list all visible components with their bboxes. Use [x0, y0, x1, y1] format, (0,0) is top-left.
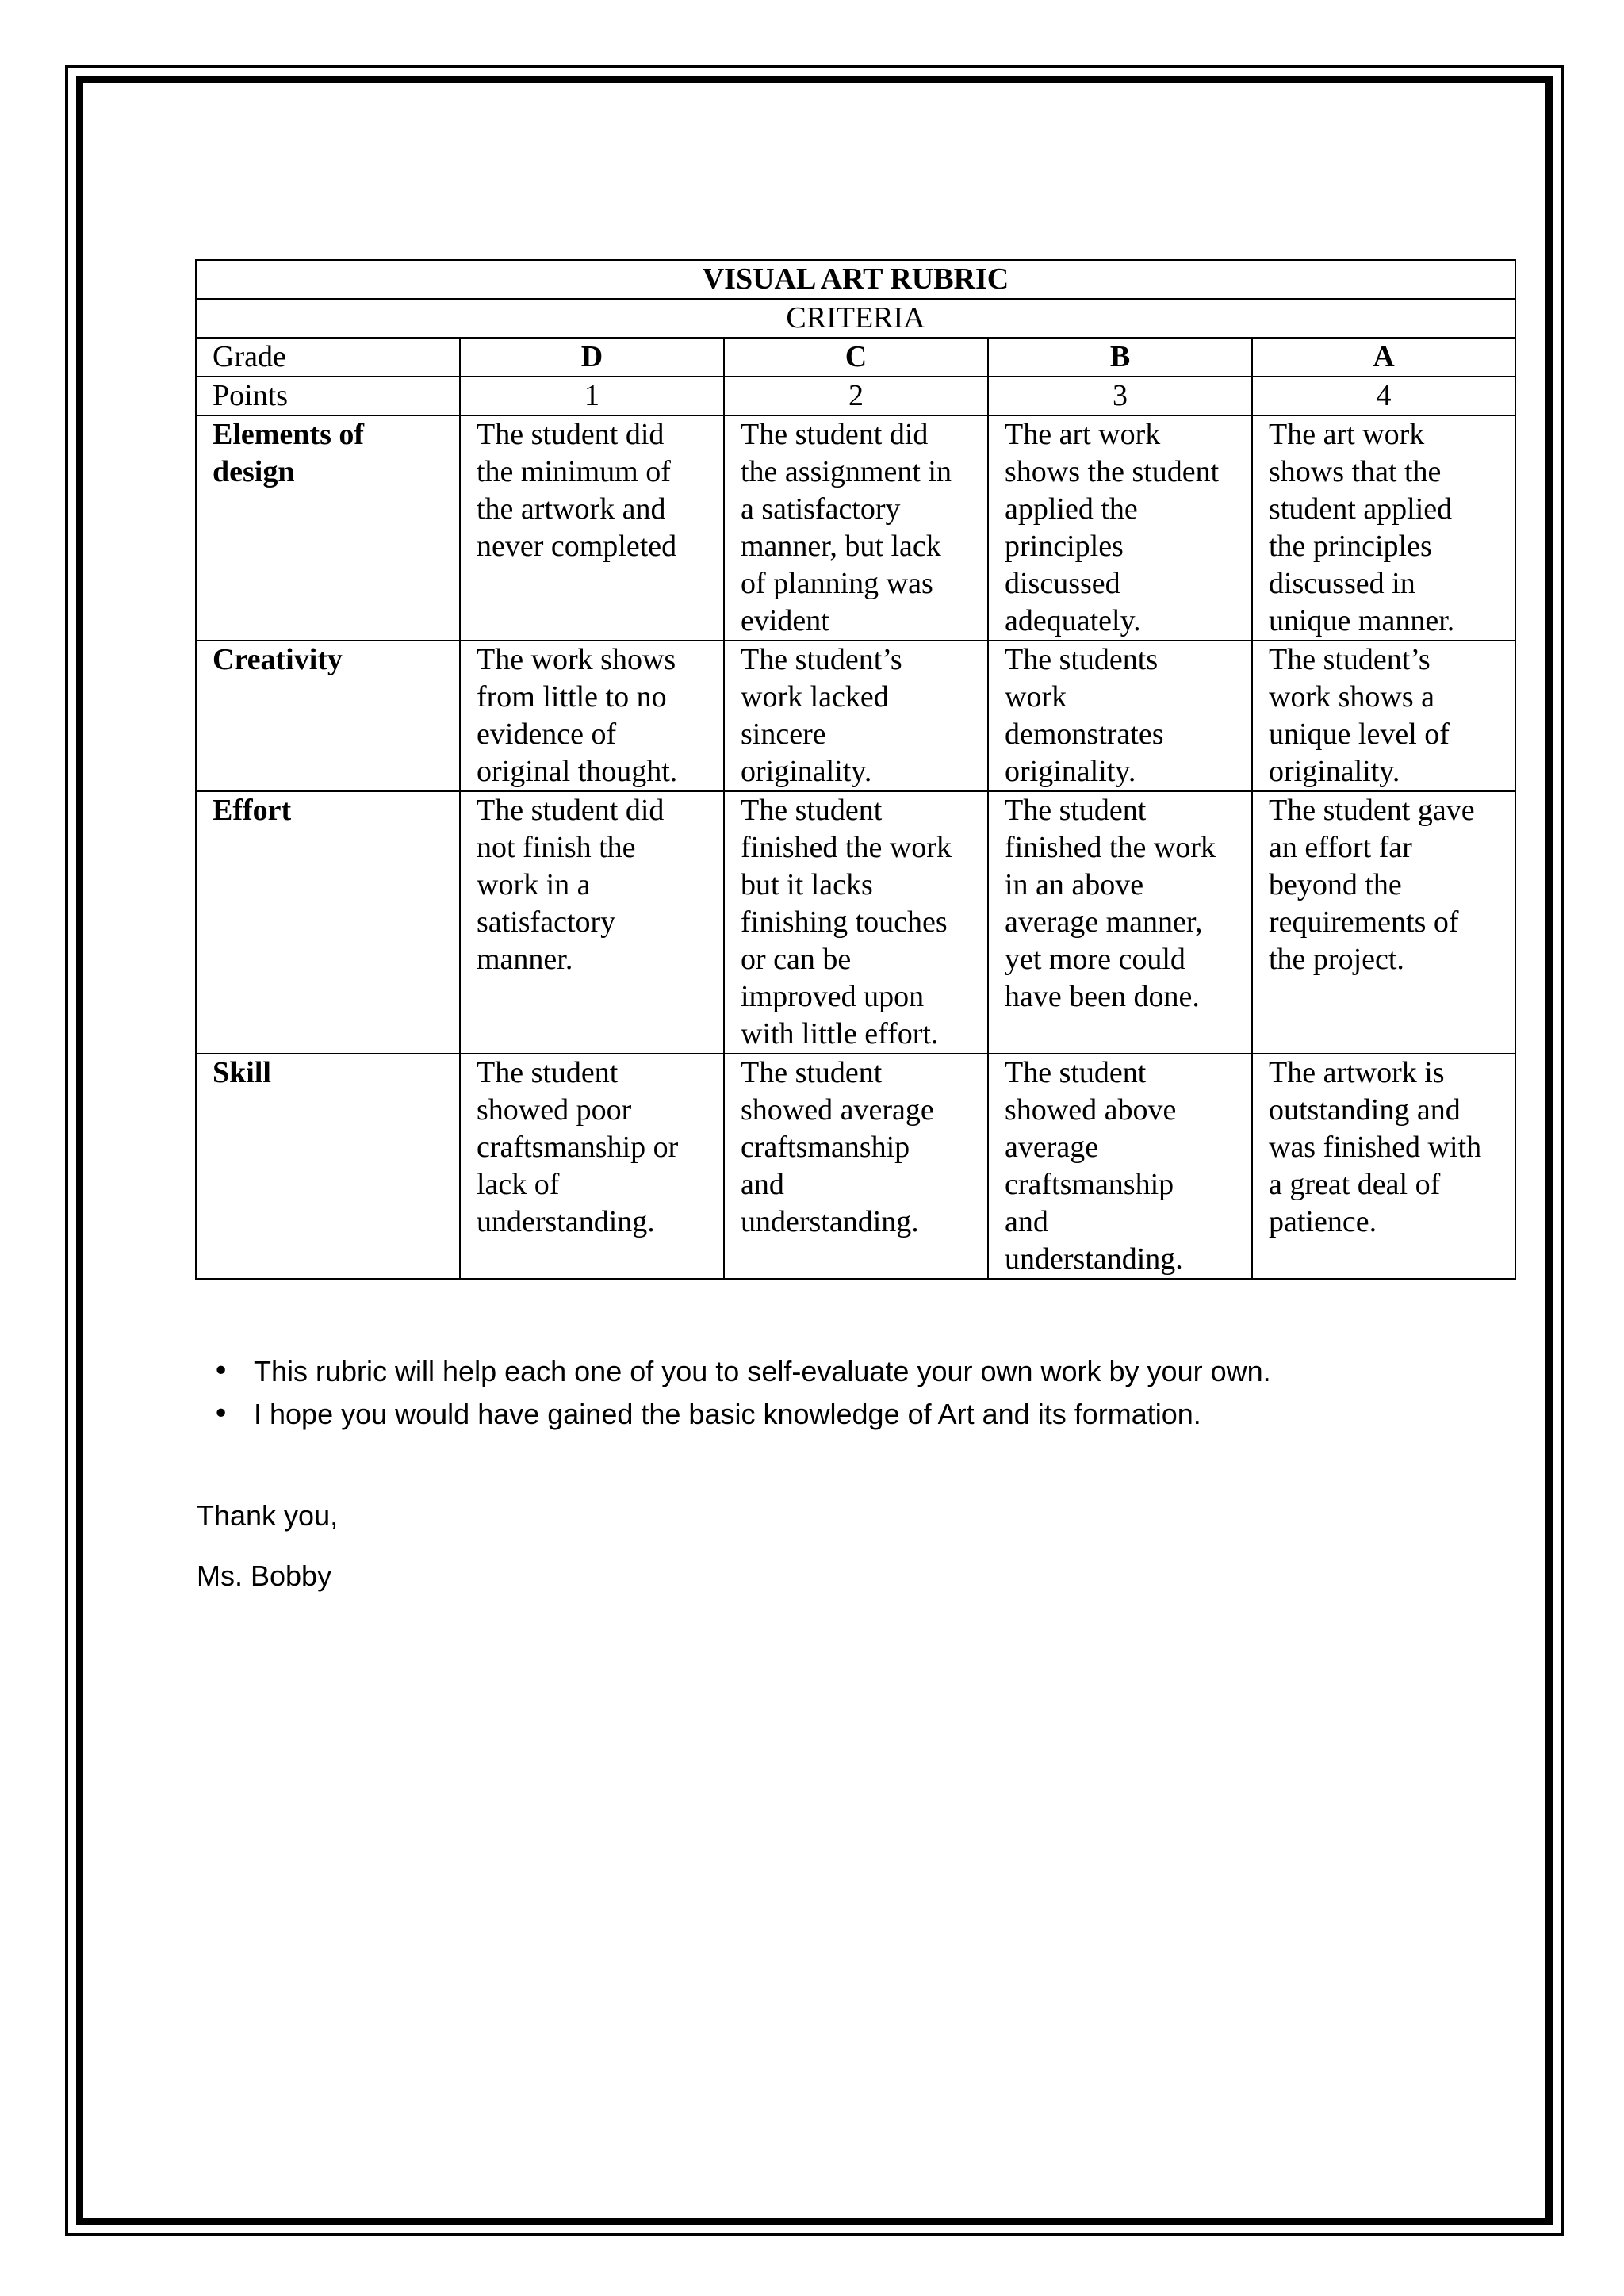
rubric-title: VISUAL ART RUBRIC — [196, 260, 1515, 299]
grade-b: B — [988, 338, 1252, 377]
rubric-cell: The student showed poor craftsmanship or lack of understanding. — [460, 1054, 724, 1279]
bullet-icon: • — [213, 1355, 230, 1387]
grade-c: C — [724, 338, 988, 377]
points-d: 1 — [460, 377, 724, 415]
points-c: 2 — [724, 377, 988, 415]
bullet-icon: • — [213, 1398, 230, 1430]
rubric-row-creativity — [196, 641, 1515, 791]
rubric-row-skill — [196, 1054, 1515, 1279]
rubric-title-row — [196, 260, 1515, 299]
criterion-label: Creativity — [196, 641, 460, 791]
rubric-cell: The student showed average craftsmanship and understanding. — [724, 1054, 988, 1279]
rubric-row-elements-of-design — [196, 415, 1515, 641]
rubric-cell: The students work demonstrates originality. — [988, 641, 1252, 791]
rubric-cell: The student did the minimum of the artwork and never completed — [460, 415, 724, 641]
points-a: 4 — [1252, 377, 1515, 415]
note-text: This rubric will help each one of you to self-evaluate your own work by your own. — [254, 1355, 1271, 1387]
rubric-cell: The work shows from little to no evidence of original thought. — [460, 641, 724, 791]
signoff-name: Ms. Bobby — [197, 1559, 332, 1592]
signoff-closing: Thank you, — [197, 1499, 339, 1532]
grade-label: Grade — [196, 338, 460, 377]
criterion-label: Effort — [196, 791, 460, 1054]
grade-a: A — [1252, 338, 1515, 377]
rubric-cell: The art work shows that the student applied the principles discussed in unique manner. — [1252, 415, 1515, 641]
points-row — [196, 377, 1515, 415]
rubric-cell: The student did not finish the work in a satisfactory manner. — [460, 791, 724, 1054]
points-label: Points — [196, 377, 460, 415]
rubric-cell: The artwork is outstanding and was finished with a great deal of patience. — [1252, 1054, 1515, 1279]
criterion-label: Elements of design — [196, 415, 460, 641]
criterion-label: Skill — [196, 1054, 460, 1279]
grade-d: D — [460, 338, 724, 377]
grade-row — [196, 338, 1515, 377]
rubric-cell: The student’s work shows a unique level of originality. — [1252, 641, 1515, 791]
rubric-cell: The student did the assignment in a satisfactory manner, but lack of planning was evident — [724, 415, 988, 641]
rubric-criteria-label: CRITERIA — [196, 299, 1515, 338]
rubric-cell: The art work shows the student applied the principles discussed adequately. — [988, 415, 1252, 641]
rubric-cell: The student finished the work in an above average manner, yet more could have been done. — [988, 791, 1252, 1054]
rubric-criteria-row — [196, 299, 1515, 338]
note-text: I hope you would have gained the basic knowledge of Art and its formation. — [254, 1398, 1201, 1430]
rubric-cell: The student showed above average craftsmanship and understanding. — [988, 1054, 1252, 1279]
points-b: 3 — [988, 377, 1252, 415]
rubric-cell: The student gave an effort far beyond the requirements of the project. — [1252, 791, 1515, 1054]
note-item — [213, 1350, 1271, 1393]
rubric-cell: The student’s work lacked sincere originality. — [724, 641, 988, 791]
rubric-cell: The student finished the work but it lacks finishing touches or can be improved upon with little effort. — [724, 791, 988, 1054]
rubric-row-effort — [196, 791, 1515, 1054]
notes-list — [213, 1350, 1271, 1436]
rubric-table — [195, 259, 1516, 1280]
note-item — [213, 1393, 1271, 1436]
